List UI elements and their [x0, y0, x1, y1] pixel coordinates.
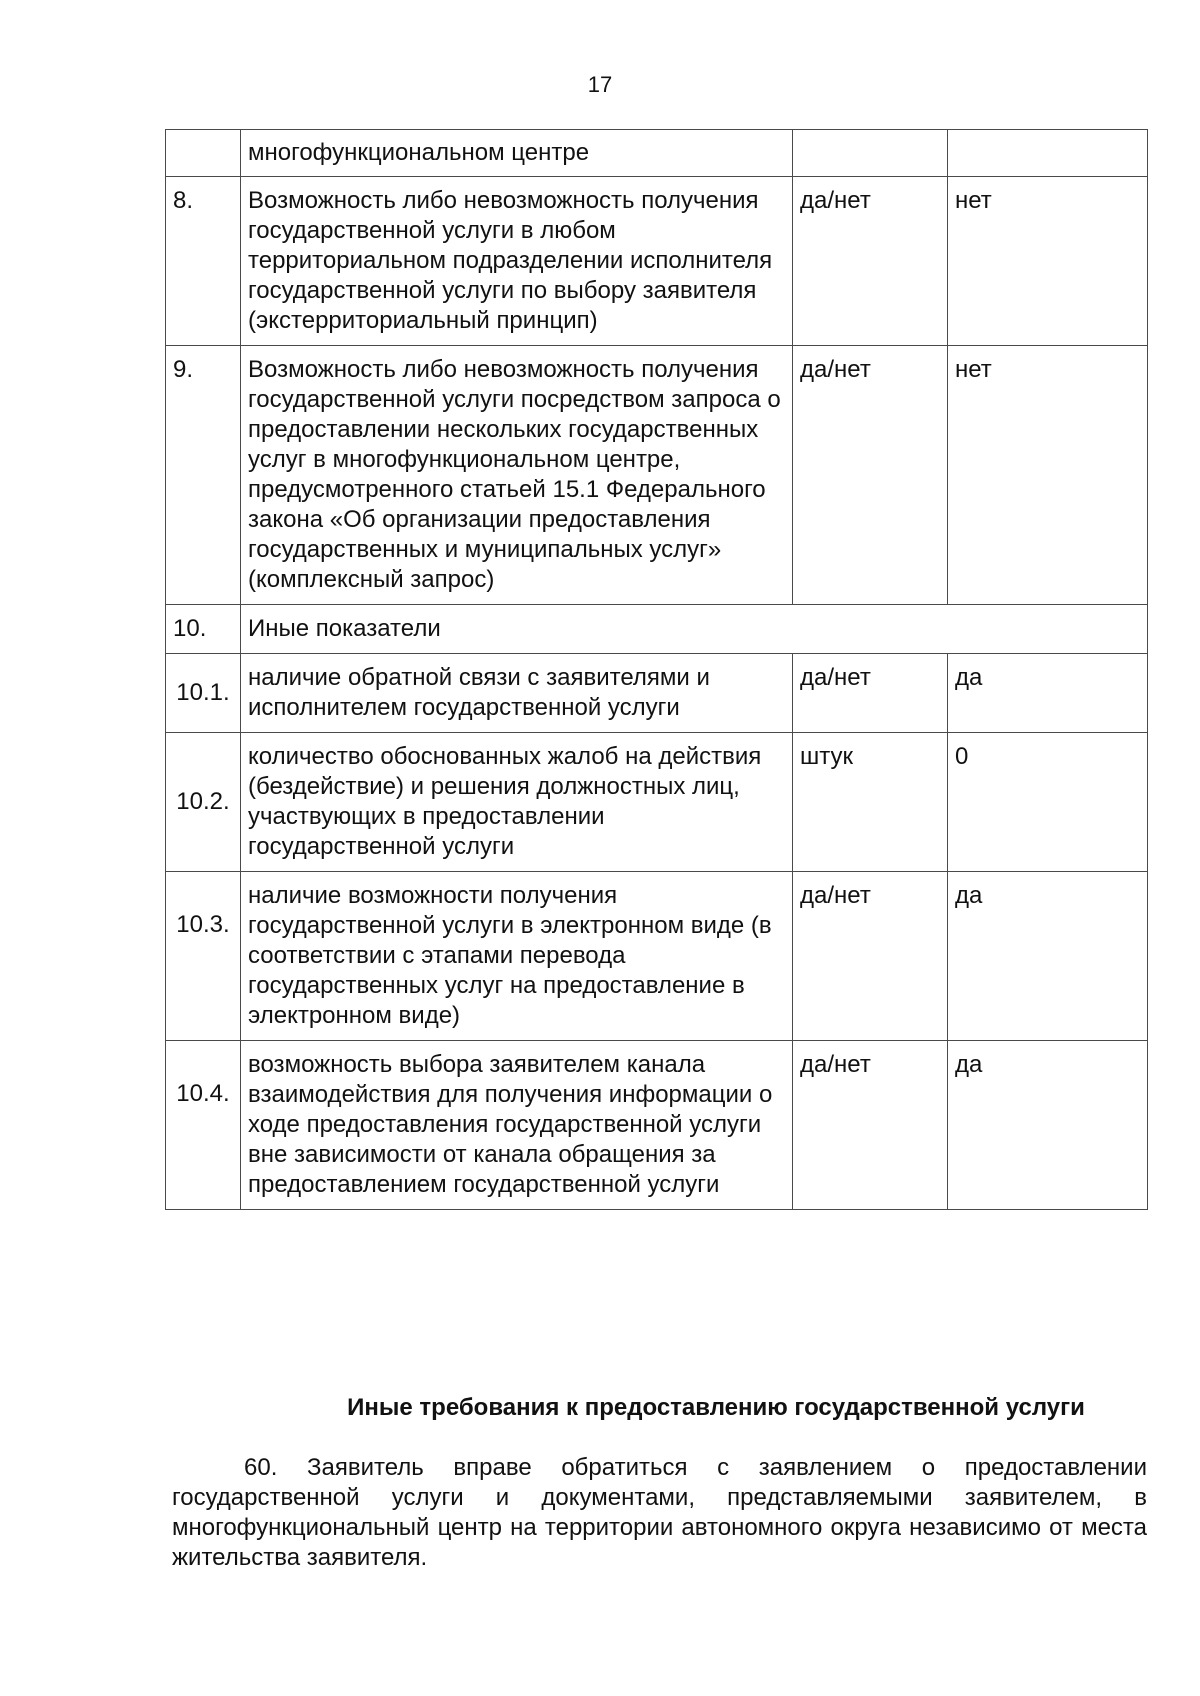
- value-cell: да: [948, 1041, 1148, 1210]
- indicator-group-name: Иные показатели: [241, 605, 1148, 654]
- unit-cell: штук: [793, 733, 948, 872]
- page-number: 17: [587, 72, 613, 97]
- indicator-name: наличие обратной связи с заявителями и исполнителем государственной услуги: [241, 654, 793, 733]
- indicator-name: Возможность либо невозможность получения государственной услуги в любом территориальном подразделении исполнителя государственной услуги по выбору заявителя (экстерриториальный принцип): [241, 177, 793, 346]
- unit-cell: да/нет: [793, 654, 948, 733]
- row-number: 10.: [166, 605, 241, 654]
- value-cell: 0: [948, 733, 1148, 872]
- indicator-name: многофункциональном центре: [241, 130, 793, 177]
- table-row: [166, 177, 1148, 346]
- indicators-table: [165, 129, 1148, 1210]
- row-number: [166, 130, 241, 177]
- value-cell: да: [948, 872, 1148, 1041]
- table-row: [166, 130, 1148, 177]
- row-number: 10.4.: [166, 1041, 241, 1210]
- table-row: [166, 654, 1148, 733]
- value-cell: [948, 130, 1148, 177]
- indicator-name: Возможность либо невозможность получения государственной услуги посредством запроса о предоставлении нескольких государственных услуг в многофункциональном центре, предусмотренного статьей 15.1 Федерального закона «Об организации предоставления государственных и муниципальных услуг» (комплексный запрос): [241, 346, 793, 605]
- row-number: 10.1.: [166, 654, 241, 733]
- row-number: 8.: [166, 177, 241, 346]
- table-row: [166, 872, 1148, 1041]
- section-heading: Иные требования к предоставлению государственной услуги: [347, 1394, 1085, 1421]
- body-paragraph: 60. Заявитель вправе обратиться с заявлением о предоставлении государственной услуги и документами, представляемыми заявителем, в многофункциональный центр на территории автономного округа независимо от места жительства заявителя.: [172, 1454, 1147, 1571]
- value-cell: нет: [948, 177, 1148, 346]
- table-row: [166, 605, 1148, 654]
- indicator-name: возможность выбора заявителем канала взаимодействия для получения информации о ходе предоставления государственной услуги вне зависимости от канала обращения за предоставлением государственной услуги: [241, 1041, 793, 1210]
- row-number: 10.3.: [166, 872, 241, 1041]
- row-number: 10.2.: [166, 733, 241, 872]
- unit-cell: [793, 130, 948, 177]
- unit-cell: да/нет: [793, 177, 948, 346]
- indicator-name: наличие возможности получения государственной услуги в электронном виде (в соответствии с этапами перевода государственных услуг на предоставление в электронном виде): [241, 872, 793, 1041]
- unit-cell: да/нет: [793, 872, 948, 1041]
- value-cell: нет: [948, 346, 1148, 605]
- value-cell: да: [948, 654, 1148, 733]
- row-number: 9.: [166, 346, 241, 605]
- table-row: [166, 346, 1148, 605]
- indicator-name: количество обоснованных жалоб на действия (бездействие) и решения должностных лиц, участвующих в предоставлении государственной услуги: [241, 733, 793, 872]
- unit-cell: да/нет: [793, 1041, 948, 1210]
- table-row: [166, 1041, 1148, 1210]
- table-row: [166, 733, 1148, 872]
- unit-cell: да/нет: [793, 346, 948, 605]
